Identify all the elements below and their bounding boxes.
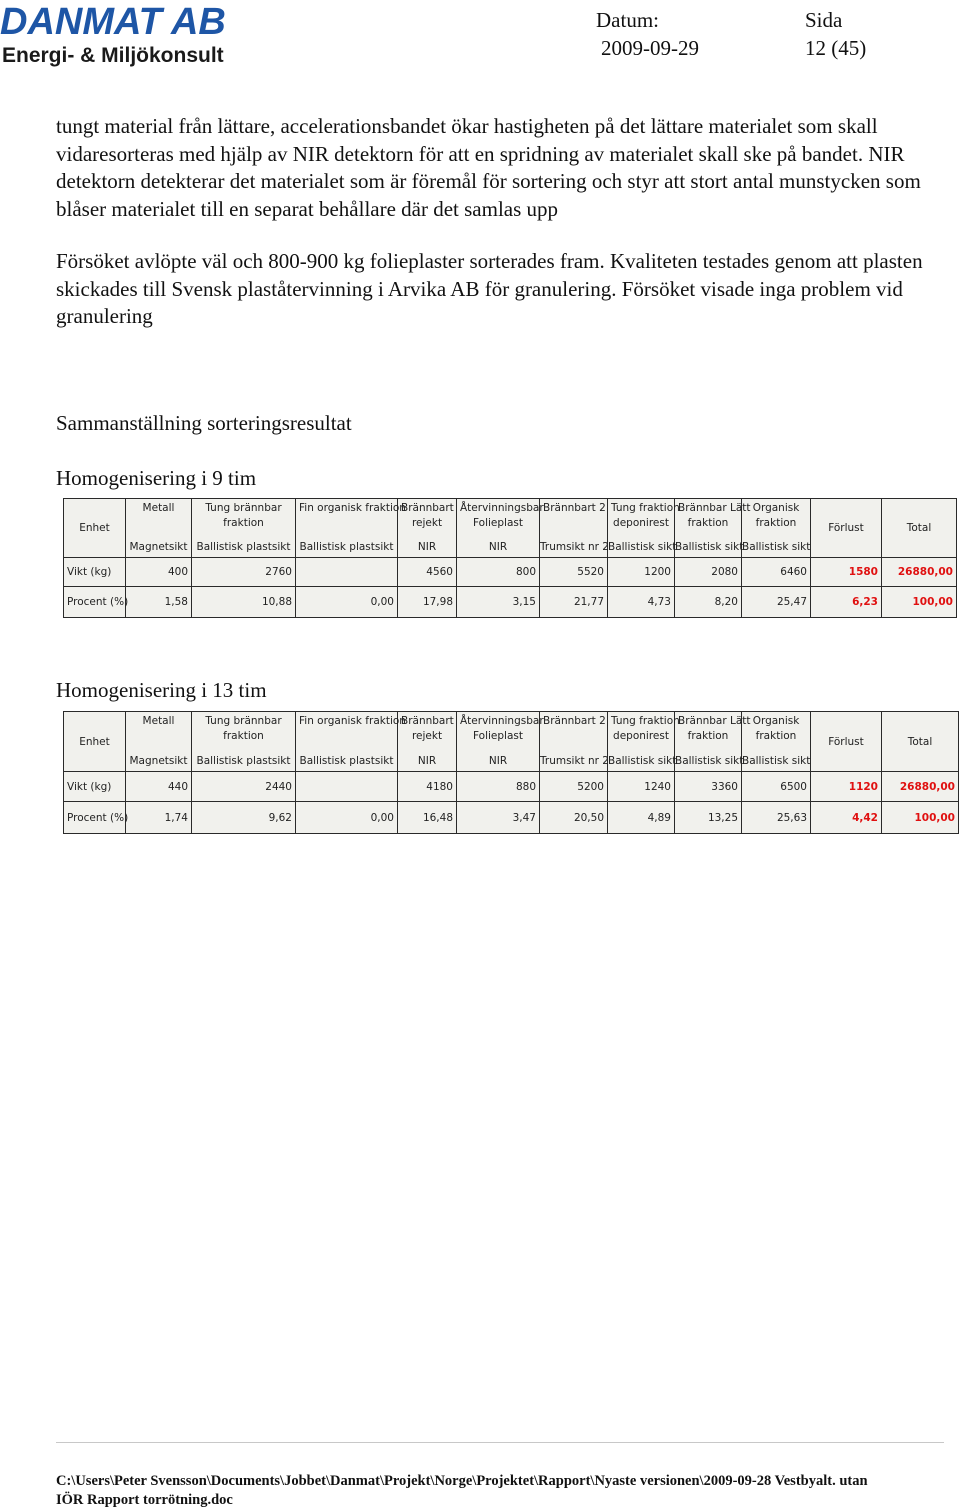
cell-value: 5200 <box>540 772 608 802</box>
cell-value: 2760 <box>192 558 296 587</box>
cell-value: 1,74 <box>126 802 192 834</box>
cell-value: 13,25 <box>675 802 742 834</box>
cell-value: 20,50 <box>540 802 608 834</box>
cell-forlust: 6,23 <box>811 587 882 618</box>
cell-value: 4560 <box>398 558 457 587</box>
table-row-vikt <box>64 558 957 587</box>
table-header-row <box>64 712 959 772</box>
row-label: Procent (%) <box>64 587 126 618</box>
col-header-atervinningsbar: Återvinningsbar Folieplast NIR <box>457 499 540 558</box>
cell-value: 400 <box>126 558 192 587</box>
col-header-organisk: Organisk fraktion Ballistisk sikt <box>742 499 811 558</box>
cell-total: 100,00 <box>882 802 959 834</box>
col-header-brannbart-rejekt: Brännbart rejekt NIR <box>398 712 457 772</box>
col-header-metall: Metall Magnetsikt <box>126 712 192 772</box>
cell-value: 4180 <box>398 772 457 802</box>
results-table-9h <box>63 498 957 618</box>
col-header-metall: Metall Magnetsikt <box>126 499 192 558</box>
cell-total: 26880,00 <box>882 772 959 802</box>
page-number: 12 (45) <box>805 36 867 60</box>
cell-value: 6500 <box>742 772 811 802</box>
col-header-brannbart-2: Brännbart 2 Trumsikt nr 2 <box>540 712 608 772</box>
col-header-fin-organisk: Fin organisk fraktion Ballistisk plastsikt <box>296 499 398 558</box>
paragraph-nir-sorting: tungt material från lättare, accelerationsbandet ökar hastigheten på det lättare materialet som skall vidaresorteras med hjälp av NIR detektorn för att en spridning av materialet skall ske på bandet. NIR detektorn detekterar det materialet som är föremål för sortering och styr att stort antal munstycken som blåser materialet till en separat behållare där det samlas upp <box>56 114 921 221</box>
cell-total: 26880,00 <box>882 558 957 587</box>
cell-value: 9,62 <box>192 802 296 834</box>
cell-value: 6460 <box>742 558 811 587</box>
company-subtitle: Energi- & Miljökonsult <box>2 44 224 67</box>
col-header-tung-brannbar: Tung brännbar fraktion Ballistisk plastsikt <box>192 499 296 558</box>
cell-value: 21,77 <box>540 587 608 618</box>
col-header-brannbart-rejekt: Brännbart rejekt NIR <box>398 499 457 558</box>
cell-value: 0,00 <box>296 587 398 618</box>
col-header-forlust: Förlust <box>811 712 882 772</box>
cell-value: 2080 <box>675 558 742 587</box>
footer-path-line-2: IÖR Rapport torrötning.doc <box>56 1492 233 1508</box>
col-header-brannbar-latt: Brännbar Lätt fraktion Ballistisk sikt <box>675 712 742 772</box>
row-label: Vikt (kg) <box>64 558 126 587</box>
cell-value: 25,47 <box>742 587 811 618</box>
cell-value: 5520 <box>540 558 608 587</box>
cell-value: 1,58 <box>126 587 192 618</box>
footer-path-line-1: C:\Users\Peter Svensson\Documents\Jobbet\Danmat\Projekt\Norge\Projektet\Rapport\Nyaste versionen\2009-09-28 Vestbyalt. utan <box>56 1473 868 1489</box>
cell-value: 880 <box>457 772 540 802</box>
table-title-13h: Homogenisering i 13 tim <box>56 678 267 702</box>
col-header-organisk: Organisk fraktion Ballistisk sikt <box>742 712 811 772</box>
table-title-9h: Homogenisering i 9 tim <box>56 466 257 490</box>
cell-value: 2440 <box>192 772 296 802</box>
cell-value: 1200 <box>608 558 675 587</box>
col-header-enhet: Enhet <box>64 499 126 558</box>
row-label: Procent (%) <box>64 802 126 834</box>
col-header-enhet: Enhet <box>64 712 126 772</box>
cell-value: 3,47 <box>457 802 540 834</box>
col-header-total: Total <box>882 712 959 772</box>
col-header-brannbart-2: Brännbart 2 Trumsikt nr 2 <box>540 499 608 558</box>
cell-value: 4,89 <box>608 802 675 834</box>
footer-file-path <box>56 1472 956 1510</box>
footer-divider <box>56 1442 944 1443</box>
col-header-tung-deponirest: Tung fraktion deponirest Ballistisk sikt <box>608 712 675 772</box>
summary-heading: Sammanställning sorteringsresultat <box>56 411 352 435</box>
cell-forlust: 4,42 <box>811 802 882 834</box>
cell-value: 4,73 <box>608 587 675 618</box>
cell-forlust: 1580 <box>811 558 882 587</box>
cell-value: 800 <box>457 558 540 587</box>
col-header-tung-brannbar: Tung brännbar fraktion Ballistisk plastsikt <box>192 712 296 772</box>
cell-value: 3,15 <box>457 587 540 618</box>
cell-value: 0,00 <box>296 802 398 834</box>
page-label: Sida <box>805 8 843 32</box>
cell-value: 16,48 <box>398 802 457 834</box>
row-label: Vikt (kg) <box>64 772 126 802</box>
col-header-total: Total <box>882 499 957 558</box>
table-row-vikt <box>64 772 959 802</box>
col-header-brannbar-latt: Brännbar Lätt fraktion Ballistisk sikt <box>675 499 742 558</box>
cell-value: 25,63 <box>742 802 811 834</box>
table-row-procent <box>64 587 957 618</box>
cell-value: 17,98 <box>398 587 457 618</box>
col-header-forlust: Förlust <box>811 499 882 558</box>
table-header-row <box>64 499 957 558</box>
cell-value: 10,88 <box>192 587 296 618</box>
cell-forlust: 1120 <box>811 772 882 802</box>
cell-value <box>296 772 398 802</box>
company-logo: DANMAT AB <box>0 1 226 43</box>
paragraph-test-result: Försöket avlöpte väl och 800-900 kg folieplaster sorterades fram. Kvaliteten testades genom att plasten skickades till Svensk plaståtervinning i Arvika AB för granulering. Försöket visade inga problem vid granulering <box>56 249 923 328</box>
cell-value <box>296 558 398 587</box>
cell-value: 8,20 <box>675 587 742 618</box>
cell-value: 1240 <box>608 772 675 802</box>
col-header-fin-organisk: Fin organisk fraktion Ballistisk plastsikt <box>296 712 398 772</box>
cell-value: 440 <box>126 772 192 802</box>
col-header-atervinningsbar: Återvinningsbar Folieplast NIR <box>457 712 540 772</box>
table-row-procent <box>64 802 959 834</box>
date-label: Datum: <box>596 8 659 32</box>
cell-total: 100,00 <box>882 587 957 618</box>
results-table-13h <box>63 711 959 834</box>
col-header-tung-deponirest: Tung fraktion deponirest Ballistisk sikt <box>608 499 675 558</box>
date-value: 2009-09-29 <box>601 36 699 60</box>
cell-value: 3360 <box>675 772 742 802</box>
